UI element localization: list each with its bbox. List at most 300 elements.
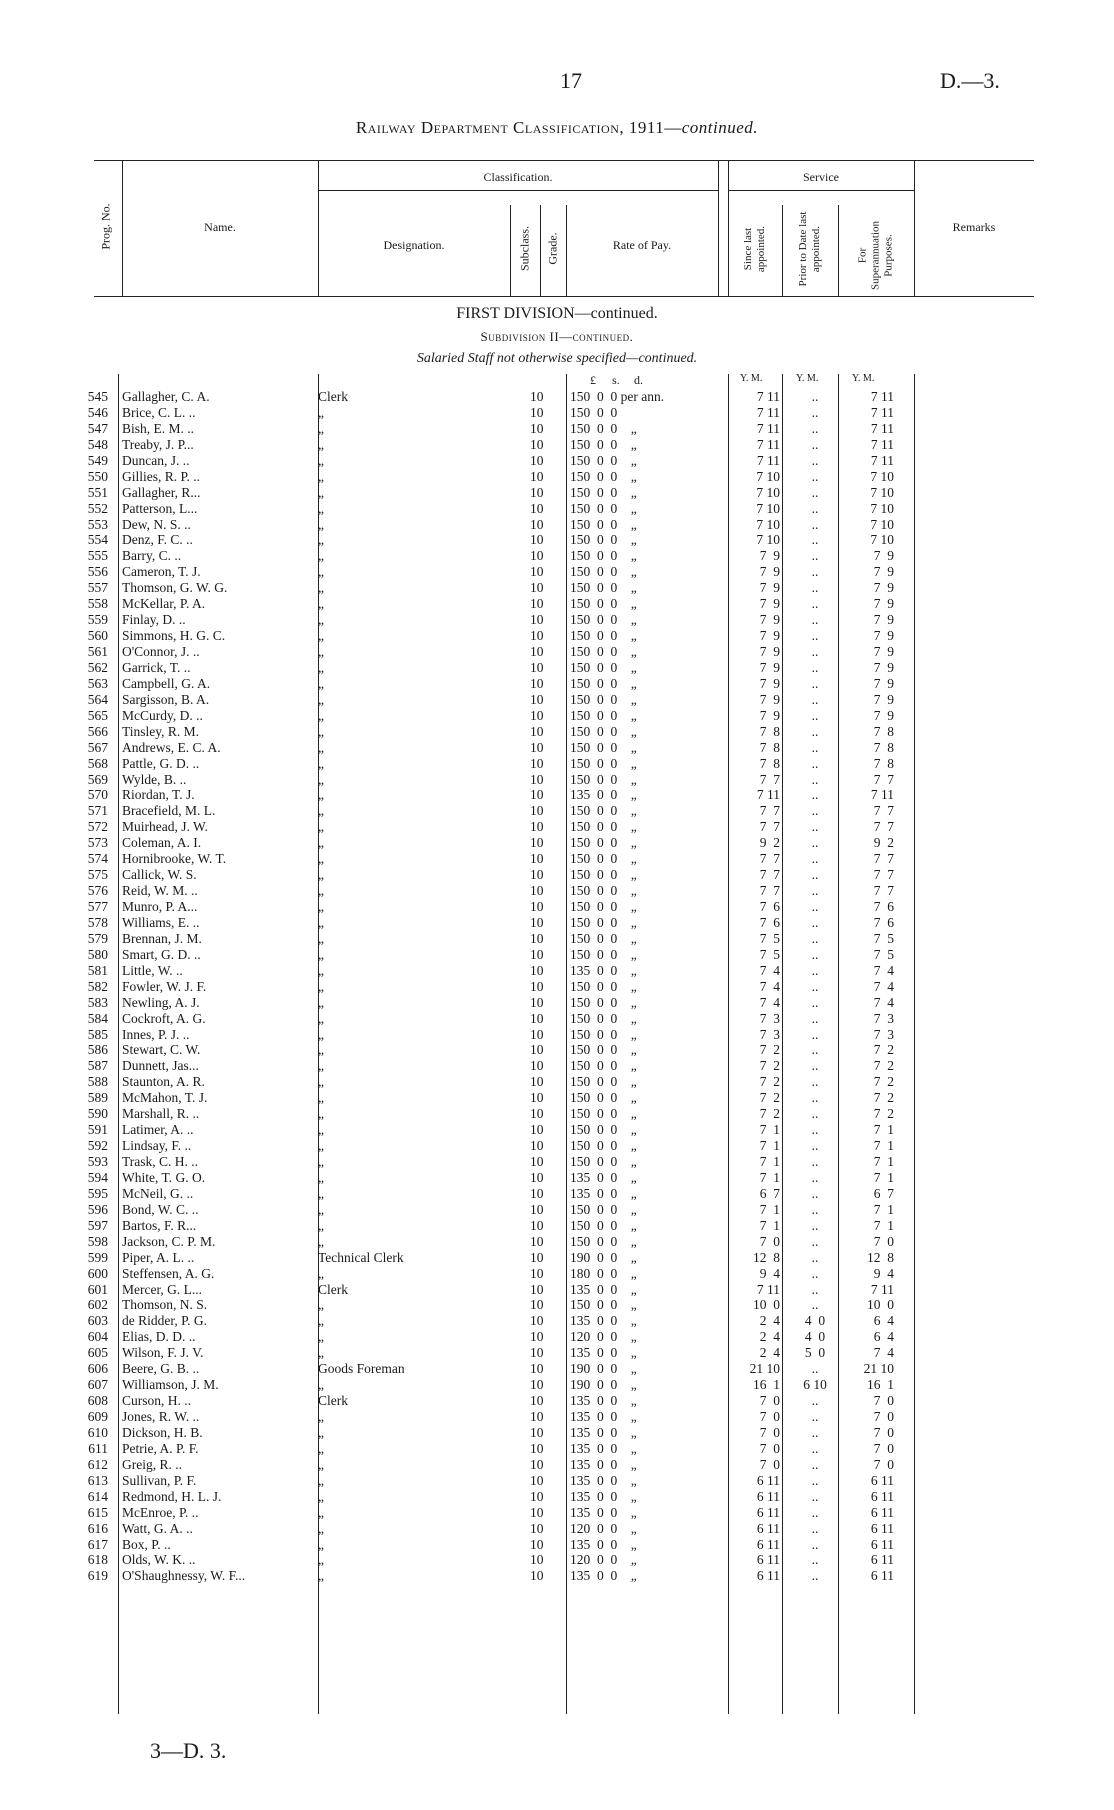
table-row: [0, 1074, 1114, 1090]
prog-no: 596: [87, 1201, 108, 1217]
prog-no: 611: [88, 1440, 108, 1456]
service-superannuation: 7 10: [870, 468, 894, 484]
service-superannuation: 7 11: [870, 1281, 894, 1297]
service-prior: ..: [811, 628, 819, 644]
service-superannuation: 7 8: [873, 739, 894, 755]
designation: Clerk: [318, 1393, 348, 1409]
service-since-last: 7 1: [759, 1122, 780, 1138]
rate-of-pay: 135 0 0 „: [570, 1440, 637, 1456]
rate-of-pay: 150 0 0 „: [570, 819, 637, 835]
service-superannuation: 7 9: [873, 644, 894, 659]
designation: „: [318, 1042, 324, 1058]
table-row: [0, 644, 1114, 660]
service-superannuation: 7 7: [873, 867, 894, 883]
table-row: [0, 580, 1114, 596]
designation: „: [318, 1074, 324, 1090]
table-row: [0, 740, 1114, 756]
service-superannuation: 7 0: [873, 1409, 894, 1424]
service-since-last: 6 11: [756, 1504, 780, 1520]
table-row: [0, 851, 1114, 867]
staff-name: Gallagher, C. A.: [122, 389, 210, 404]
designation: „: [318, 516, 324, 532]
service-prior: 4 0: [804, 1329, 826, 1345]
designation: „: [318, 436, 324, 452]
service-superannuation: 7 0: [873, 1233, 894, 1249]
table-row: [0, 1297, 1114, 1313]
service-since-last: 7 1: [759, 1154, 780, 1169]
service-superannuation: 7 4: [873, 978, 894, 994]
prog-no: 610: [87, 1424, 108, 1440]
rate-of-pay: 150 0 0 „: [570, 978, 637, 994]
table-row: [0, 1537, 1114, 1553]
staff-name: Callick, W. S.: [122, 867, 197, 883]
subclass: 10: [530, 1138, 544, 1154]
col-designation: Designation.: [383, 238, 445, 252]
table-row: [0, 1042, 1114, 1058]
designation: „: [318, 628, 324, 644]
prog-no: 577: [87, 899, 108, 914]
designation: „: [318, 1058, 324, 1074]
service-superannuation: 6 11: [870, 1536, 894, 1552]
prog-no: 606: [87, 1361, 108, 1377]
service-superannuation: 7 2: [873, 1106, 894, 1122]
service-superannuation: 21 10: [863, 1361, 894, 1377]
table-row: [0, 1202, 1114, 1218]
designation: „: [318, 835, 324, 851]
rate-of-pay: 150 0 0 „: [570, 1217, 637, 1233]
service-superannuation: 7 1: [873, 1217, 894, 1233]
service-prior: ..: [811, 404, 819, 420]
subclass: 10: [530, 1345, 544, 1361]
service-superannuation: 7 2: [873, 1090, 894, 1106]
service-since-last: 7 7: [759, 803, 780, 819]
rate-of-pay: 150 0 0: [570, 404, 618, 420]
service-since-last: 21 10: [749, 1361, 780, 1377]
col-superannuation: For Superannuation Purposes.: [856, 220, 895, 291]
service-superannuation: 7 10: [870, 532, 894, 548]
service-since-last: 7 7: [759, 883, 780, 899]
subclass: 10: [530, 580, 544, 596]
table-row: [0, 756, 1114, 772]
service-since-last: 7 2: [759, 1090, 780, 1106]
designation: „: [318, 452, 324, 468]
service-prior: ..: [811, 420, 819, 436]
staff-name: Andrews, E. C. A.: [122, 739, 221, 755]
subclass: 10: [530, 755, 544, 771]
prog-no: 553: [87, 516, 108, 532]
staff-name: Treaby, J. P...: [122, 436, 194, 452]
subclass: 10: [530, 1058, 544, 1074]
prog-no: 554: [87, 532, 108, 548]
rate-of-pay: 135 0 0 „: [570, 1504, 637, 1520]
subclass: 10: [530, 691, 544, 707]
rate-of-pay: 150 0 0 „: [570, 1233, 637, 1249]
staff-name: Munro, P. A...: [122, 899, 198, 914]
prog-no: 551: [87, 484, 108, 500]
designation: „: [318, 1424, 324, 1440]
table-row: [0, 1154, 1114, 1170]
service-prior: ..: [811, 564, 819, 580]
col-rate-of-pay: Rate of Pay.: [612, 238, 672, 252]
table-row: [0, 835, 1114, 851]
service-since-last: 7 6: [759, 914, 780, 930]
designation: „: [318, 1185, 324, 1201]
subclass: 10: [530, 532, 544, 548]
service-since-last: 7 1: [759, 1138, 780, 1154]
service-since-last: 7 9: [759, 548, 780, 564]
service-prior: ..: [811, 548, 819, 564]
service-since-last: 7 11: [756, 452, 780, 468]
staff-name: Sargisson, B. A.: [122, 691, 210, 707]
service-since-last: 7 10: [756, 468, 780, 484]
table-row: [0, 660, 1114, 676]
staff-name: Box, P. ..: [122, 1536, 171, 1552]
subclass: 10: [530, 1472, 544, 1488]
table-row: [0, 532, 1114, 548]
designation: „: [318, 1313, 324, 1329]
rate-of-pay: 135 0 0 „: [570, 1424, 637, 1440]
table-row: [0, 1170, 1114, 1186]
service-superannuation: 9 4: [873, 1265, 894, 1281]
service-superannuation: 7 11: [870, 420, 894, 436]
prog-no: 589: [87, 1090, 108, 1106]
designation: „: [318, 644, 324, 659]
rate-of-pay: 150 0 0 per ann.: [570, 389, 665, 404]
service-since-last: 6 11: [756, 1472, 780, 1488]
service-superannuation: 7 5: [873, 946, 894, 962]
service-prior: ..: [811, 1281, 819, 1297]
service-prior: ..: [811, 1488, 819, 1504]
prog-no: 576: [87, 883, 108, 899]
table-row: [0, 437, 1114, 453]
rate-of-pay: 150 0 0 „: [570, 452, 637, 468]
service-prior: ..: [811, 867, 819, 883]
rate-of-pay: 150 0 0 „: [570, 914, 637, 930]
service-superannuation: 6 11: [870, 1520, 894, 1536]
service-since-last: 7 3: [759, 1010, 780, 1026]
service-since-last: 10 0: [753, 1297, 780, 1313]
staff-name: Trask, C. H. ..: [122, 1154, 199, 1169]
service-since-last: 7 4: [759, 962, 780, 978]
prog-no: 616: [87, 1520, 108, 1536]
prog-no: 557: [87, 580, 108, 596]
subclass: 10: [530, 484, 544, 500]
unit-shillings: s.: [612, 373, 620, 387]
service-since-last: 6 7: [759, 1185, 780, 1201]
page-footer: 3—D. 3.: [150, 1738, 227, 1763]
staff-name: O'Connor, J. ..: [122, 644, 200, 659]
subclass: 10: [530, 1010, 544, 1026]
prog-no: 617: [87, 1536, 108, 1552]
prog-no: 599: [87, 1249, 108, 1265]
subclass: 10: [530, 1568, 544, 1584]
service-superannuation: 7 9: [873, 628, 894, 644]
designation: „: [318, 404, 324, 420]
table-row: [0, 724, 1114, 740]
prog-no: 574: [87, 851, 108, 867]
designation: Technical Clerk: [318, 1249, 404, 1265]
rate-of-pay: 135 0 0 „: [570, 1345, 637, 1361]
service-since-last: 7 9: [759, 675, 780, 691]
designation: „: [318, 659, 324, 675]
service-superannuation: 7 10: [870, 484, 894, 500]
subclass: 10: [530, 1409, 544, 1424]
designation: „: [318, 1265, 324, 1281]
prog-no: 602: [87, 1297, 108, 1313]
col-prior-to-date: Prior to Date last appointed.: [797, 211, 822, 287]
table-row: [0, 963, 1114, 979]
service-prior: ..: [811, 452, 819, 468]
rate-of-pay: 150 0 0 „: [570, 436, 637, 452]
service-since-last: 7 11: [756, 1281, 780, 1297]
table-row: [0, 931, 1114, 947]
staff-name: Little, W. ..: [122, 962, 183, 978]
staff-name: Petrie, A. P. F.: [122, 1440, 199, 1456]
designation: „: [318, 532, 324, 548]
table-row: [0, 1568, 1114, 1584]
prog-no: 560: [87, 628, 108, 644]
prog-no: 607: [87, 1377, 108, 1393]
table-row: [0, 947, 1114, 963]
division-title: FIRST DIVISION—continued.: [456, 305, 658, 322]
rate-of-pay: 150 0 0 „: [570, 596, 637, 612]
designation: „: [318, 1154, 324, 1169]
designation: „: [318, 867, 324, 883]
service-prior: ..: [811, 851, 819, 867]
service-superannuation: 6 7: [873, 1185, 894, 1201]
subclass: 10: [530, 1536, 544, 1552]
service-prior: ..: [811, 1122, 819, 1138]
subclass: 10: [530, 1090, 544, 1106]
rate-of-pay: 150 0 0 „: [570, 548, 637, 564]
service-superannuation: 7 7: [873, 803, 894, 819]
staff-table-body: [0, 389, 1114, 1584]
designation: „: [318, 771, 324, 787]
rate-of-pay: 150 0 0 „: [570, 803, 637, 819]
service-prior: ..: [811, 1010, 819, 1026]
table-row: [0, 453, 1114, 469]
prog-no: 567: [87, 739, 108, 755]
col-subclass: Subclass.: [517, 226, 532, 271]
subclass: 10: [530, 436, 544, 452]
table-row: [0, 564, 1114, 580]
staff-name: Beere, G. B. ..: [122, 1361, 200, 1377]
staff-name: Innes, P. J. ..: [122, 1026, 190, 1042]
service-since-last: 7 11: [756, 404, 780, 420]
rate-of-pay: 135 0 0 „: [570, 962, 637, 978]
staff-name: Pattle, G. D. ..: [122, 755, 200, 771]
service-since-last: 7 9: [759, 659, 780, 675]
unit-ym-prior: Y. M.: [796, 373, 819, 384]
prog-no: 605: [87, 1345, 108, 1361]
designation: Clerk: [318, 389, 348, 404]
subclass: 10: [530, 644, 544, 659]
rate-of-pay: 150 0 0 „: [570, 1074, 637, 1090]
service-superannuation: 7 0: [873, 1424, 894, 1440]
rate-of-pay: 150 0 0 „: [570, 1026, 637, 1042]
rate-of-pay: 150 0 0 „: [570, 659, 637, 675]
staff-name: Hornibrooke, W. T.: [122, 851, 227, 867]
rate-of-pay: 150 0 0 „: [570, 994, 637, 1010]
staff-name: Simmons, H. G. C.: [122, 628, 226, 644]
rate-of-pay: 135 0 0 „: [570, 1456, 637, 1472]
staff-name: Olds, W. K. ..: [122, 1552, 196, 1568]
staff-name: Dickson, H. B.: [122, 1424, 203, 1440]
staff-name: Greig, R. ..: [122, 1456, 182, 1472]
service-since-last: 7 4: [759, 994, 780, 1010]
designation: „: [318, 1568, 324, 1584]
rate-of-pay: 150 0 0 „: [570, 564, 637, 580]
rate-of-pay: 135 0 0 „: [570, 1393, 637, 1409]
service-superannuation: 6 4: [873, 1313, 894, 1329]
prog-no: 550: [87, 468, 108, 484]
service-since-last: 7 11: [756, 389, 780, 404]
service-superannuation: 7 1: [873, 1138, 894, 1154]
staff-name: Marshall, R. ..: [122, 1106, 200, 1122]
service-superannuation: 7 6: [873, 899, 894, 914]
subclass: 10: [530, 1217, 544, 1233]
service-since-last: 6 11: [756, 1552, 780, 1568]
service-superannuation: 7 5: [873, 930, 894, 946]
table-row: [0, 1266, 1114, 1282]
staff-name: Gallagher, R...: [122, 484, 201, 500]
prog-no: 575: [87, 867, 108, 883]
heading-main: Railway Department Classification, 1911—: [355, 118, 682, 137]
staff-name: O'Shaughnessy, W. F...: [122, 1568, 246, 1584]
prog-no: 598: [87, 1233, 108, 1249]
table-row: [0, 995, 1114, 1011]
service-prior: ..: [811, 580, 819, 596]
service-superannuation: 7 2: [873, 1074, 894, 1090]
service-superannuation: 7 1: [873, 1122, 894, 1138]
prog-no: 563: [87, 675, 108, 691]
designation: „: [318, 739, 324, 755]
subdivision-title: Subdivision II—continued.: [480, 329, 634, 344]
rate-of-pay: 150 0 0 „: [570, 1090, 637, 1106]
service-since-last: 7 9: [759, 644, 780, 659]
service-superannuation: 7 2: [873, 1058, 894, 1074]
staff-name: Stewart, C. W.: [122, 1042, 201, 1058]
staff-name: Bracefield, M. L.: [122, 803, 216, 819]
service-prior: ..: [811, 930, 819, 946]
subclass: 10: [530, 1440, 544, 1456]
rate-of-pay: 135 0 0 „: [570, 1169, 637, 1185]
service-superannuation: 6 11: [870, 1472, 894, 1488]
designation: „: [318, 1520, 324, 1536]
service-superannuation: 6 11: [870, 1504, 894, 1520]
staff-name: Barry, C. ..: [122, 548, 182, 564]
designation: „: [318, 899, 324, 914]
service-prior: ..: [811, 946, 819, 962]
designation: „: [318, 675, 324, 691]
service-superannuation: 12 8: [867, 1249, 894, 1265]
staff-name: Bish, E. M. ..: [122, 420, 195, 436]
service-since-last: 7 10: [756, 500, 780, 516]
table-row: [0, 692, 1114, 708]
staff-name: Thomson, G. W. G.: [122, 580, 228, 596]
service-prior: ..: [811, 1361, 819, 1377]
service-prior: ..: [811, 691, 819, 707]
subclass: 10: [530, 787, 544, 803]
service-since-last: 7 10: [756, 532, 780, 548]
table-row: [0, 421, 1114, 437]
table-row: [0, 501, 1114, 517]
table-row: [0, 915, 1114, 931]
table-row: [0, 612, 1114, 628]
col-remarks: Remarks: [952, 220, 996, 234]
table-row: [0, 883, 1114, 899]
staff-name: Jones, R. W. ..: [122, 1409, 200, 1424]
designation: „: [318, 755, 324, 771]
rate-of-pay: 150 0 0 „: [570, 516, 637, 532]
subclass: 10: [530, 1488, 544, 1504]
subclass: 10: [530, 389, 544, 404]
service-superannuation: 7 9: [873, 564, 894, 580]
service-superannuation: 7 3: [873, 1026, 894, 1042]
staff-name: Finlay, D. ..: [122, 612, 186, 628]
staff-name: Patterson, L...: [122, 500, 198, 516]
rate-of-pay: 150 0 0 „: [570, 755, 637, 771]
designation: „: [318, 1122, 324, 1138]
designation: „: [318, 978, 324, 994]
rate-of-pay: 135 0 0 „: [570, 1281, 637, 1297]
staff-name: Wylde, B. ..: [122, 771, 187, 787]
subclass: 10: [530, 1329, 544, 1345]
subclass: 10: [530, 596, 544, 612]
service-since-last: 7 5: [759, 930, 780, 946]
service-prior: ..: [811, 994, 819, 1010]
service-superannuation: 7 1: [873, 1169, 894, 1185]
staff-name: Dew, N. S. ..: [122, 516, 191, 532]
rate-of-pay: 150 0 0 „: [570, 1154, 637, 1169]
service-superannuation: 7 9: [873, 548, 894, 564]
service-prior: ..: [811, 484, 819, 500]
rate-of-pay: 135 0 0 „: [570, 787, 637, 803]
table-row: [0, 1138, 1114, 1154]
subclass: 10: [530, 1185, 544, 1201]
subclass: 10: [530, 468, 544, 484]
prog-no: 547: [87, 420, 108, 436]
staff-name: McNeil, G. ..: [122, 1185, 194, 1201]
subclass: 10: [530, 1233, 544, 1249]
service-prior: ..: [811, 612, 819, 628]
rate-of-pay: 135 0 0 „: [570, 1313, 637, 1329]
subclass: 10: [530, 1552, 544, 1568]
rate-of-pay: 180 0 0 „: [570, 1265, 637, 1281]
service-prior: ..: [811, 1393, 819, 1409]
rate-of-pay: 135 0 0 „: [570, 1472, 637, 1488]
prog-no: 559: [87, 612, 108, 628]
subclass: 10: [530, 899, 544, 914]
rate-of-pay: 150 0 0 „: [570, 580, 637, 596]
prog-no: 548: [87, 436, 108, 452]
designation: „: [318, 930, 324, 946]
service-since-last: 6 11: [756, 1488, 780, 1504]
service-since-last: 7 10: [756, 484, 780, 500]
service-prior: ..: [811, 899, 819, 914]
subclass: 10: [530, 1122, 544, 1138]
prog-no: 570: [87, 787, 108, 803]
staff-name: Piper, A. L. ..: [122, 1249, 195, 1265]
service-superannuation: 6 4: [873, 1329, 894, 1345]
staff-name: White, T. G. O.: [122, 1169, 206, 1185]
subclass: 10: [530, 1106, 544, 1122]
staff-name: Steffensen, A. G.: [122, 1265, 215, 1281]
unit-ym-super: Y. M.: [852, 373, 875, 384]
rate-of-pay: 190 0 0 „: [570, 1249, 637, 1265]
rate-of-pay: 150 0 0 „: [570, 1297, 637, 1313]
service-prior: ..: [811, 1138, 819, 1154]
